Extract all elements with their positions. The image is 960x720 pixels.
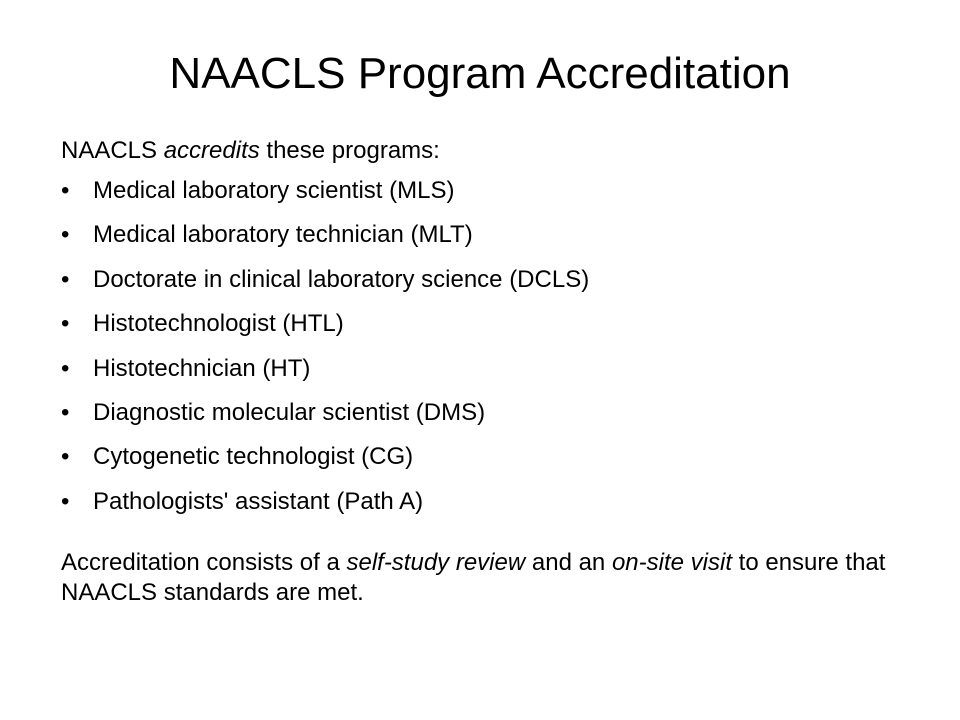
bullet-icon: • (61, 443, 70, 471)
footer-emphasis-on-site: on-site visit (611, 549, 732, 576)
footer-text (61, 548, 901, 608)
intro-before: NAACLS (61, 137, 164, 164)
list-item (61, 482, 589, 526)
list-item-text: Histotechnologist (HTL) (93, 310, 344, 338)
list-item-text: Diagnostic molecular scientist (DMS) (93, 398, 486, 426)
list-item-text: Medical laboratory scientist (MLS) (93, 177, 455, 204)
bullet-icon: • (61, 398, 70, 426)
intro-after: these programs: (259, 137, 440, 164)
bullet-icon: • (61, 487, 70, 515)
bullet-icon: • (61, 221, 70, 249)
footer-part3: to ensure that NAACLS standards are met. (61, 549, 886, 606)
bullet-icon: • (61, 354, 70, 382)
list-item-text: Doctorate in clinical laboratory science (DCLS) (93, 265, 590, 293)
list-item-text: Pathologists' assistant (Path A) (93, 487, 424, 515)
bullet-icon: • (61, 310, 70, 338)
list-item-text: Cytogenetic technologist (CG) (93, 443, 414, 471)
footer-part1: Accreditation consists of a (61, 549, 347, 576)
intro-text (61, 131, 440, 171)
list-item (61, 437, 589, 481)
list-item (61, 215, 589, 259)
list-item (61, 260, 589, 304)
list-item (61, 171, 589, 215)
footer-part2: and an (525, 549, 612, 576)
list-item-text: Histotechnician (HT) (93, 354, 311, 382)
slide-title: NAACLS Program Accreditation (169, 49, 791, 98)
list-item-text: Medical laboratory technician (MLT) (93, 221, 473, 249)
list-item (61, 349, 589, 393)
program-list (61, 171, 589, 526)
intro-emphasis: accredits (163, 137, 260, 164)
list-item (61, 393, 589, 437)
footer-emphasis-self-study: self-study review (346, 549, 526, 576)
list-item (61, 304, 589, 348)
bullet-icon: • (61, 177, 70, 204)
bullet-icon: • (61, 265, 70, 293)
